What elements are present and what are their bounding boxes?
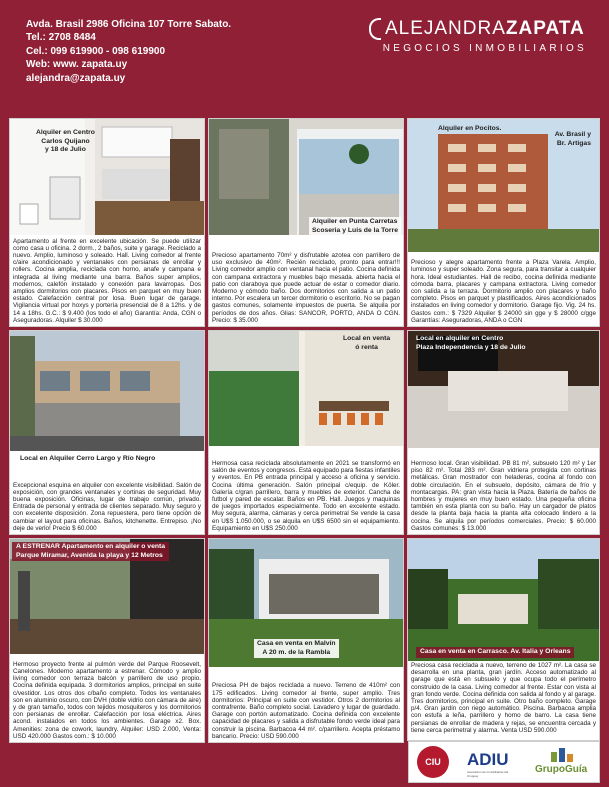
brand-first-name: ALEJANDRA: [384, 18, 506, 39]
listing-photo: [10, 331, 204, 451]
listing-description: Precioso apartamento 70m² y disfrutable azotea con parrillero de uso exclusivo de 40m². Recién reciclado, pronto para entrar!!! Living comedor amplio con ventanal hacia el patio. Cocina definida con campana extractora y muebles bajo mesada. abierta hacia el patio con claraboya que puede actuar de estar o comedor diario. Moderno y cómodo baño. Dos dormitorios con salida a un patio interno. Por escalera un tercer dormitorio o escritorio. No se pagan gastos comunes, solamente impuestos de puerta. Se alquila por períodos de dos años. Glias: SANCOR, PORTO, ANDA O CGN. Precio: $ 35.000: [212, 251, 400, 324]
listing-description: Preciosa PH de bajos reciclada a nuevo. Terreno de 410m² con 175 edificados. Living comedor al frente, super amplio. Tres dormitorios: Principal en suite con vestidor. Otros 2 dormitorios al contrafrente. Baño completo social. Lavadero y lugar de guardado. Garage con portón automatizado. Cocina definida con excelente capacidad de placares y salida a disfrutable fondo verde ideal para construir la piscina. Barbacoa 44 m². c/parrillero. Acepta préstamo bancario. Precio: USD 590.000: [212, 682, 400, 740]
listing-title: Alquiler en Pocitos.: [438, 125, 502, 132]
listing-subtitle: Av. Brasil y Br. Artigas: [554, 131, 591, 147]
listing-photo: [408, 539, 599, 661]
listing-title: Local en venta ó renta: [343, 335, 391, 351]
partner-logos: [408, 741, 600, 783]
listing-description: Preciosa casa reciclada a nuevo, terreno de 1027 m². La casa se desarrolla en una planta, gran jardín. Acceso automatizado al garage que está en subsuelo y que ocupa todo el perímetro construido de la casa. Living comedor al frente. Estar con vista al gran fondo verde. Cocina definida con salida al fondo y al garage. Tres dormitorios, principal en suite. Otro baño completo. Garage p/4. Gran jardín con riego automático. Piscina. Barbacoa amplia con estufa a leña, parrillero y horno de barro. La casa tiene persianas de enrollar de madera y rejas, se encuentra cercada y tiene cerca perimetral y alarma. Venta USD 590.000: [411, 661, 596, 734]
listing-card[interactable]: [407, 118, 600, 327]
listing-title: A ESTRENAR Apartamento en alquiler o venta Parque Miramar, Avenida la playa y 12 Metros: [12, 542, 169, 561]
listing-title: Casa en venta en Carrasco. Av. Italia y Orleans: [416, 647, 574, 658]
listing-title: Local en Alquiler Cerro Largo y Río Negro: [20, 455, 156, 462]
brand-mark-icon: [369, 18, 381, 40]
brand-last-name: ZAPATA: [505, 18, 585, 39]
listing-description: Hermoso local. Gran visibilidad. PB 81 m², subsuelo 120 m² y 1er piso 82 m². Total 283 m². Gran vidriera protegida con cortinas metálicas. Gran mostrador con heladeras, cocina al fondo con doble circulación. En el subsuelo, depósito, cámara de frío y montacargas. PA: gran vista hacia la Plaza. Batería de baños de hombres y mujeres en muy buen estado. Una pequeña oficina también en esta planta con su baño. Hay un cargador de platos desde la planta baja hacia la planta alta colocado lindero a la cocina. Se alquila por períodos comerciales. Precio: $ 60.000 Gastos comunes: $ 13.000: [411, 459, 596, 532]
listing-card[interactable]: [407, 538, 600, 741]
listing-card[interactable]: [208, 118, 404, 327]
listing-title: Alquiler en Centro Carlos Quijano y 18 de Julio: [36, 129, 95, 154]
listing-card[interactable]: [208, 330, 404, 535]
listing-description: Hermoso proyecto frente al pulmón verde del Parque Roosevelt, Canelones. Moderno apartamento a estrenar. Cómodo y amplio living comedor con terraza balcón y parrillero de uso propio. Cocina definida equipada. 3 dormitorios amplios, principal en suite c/vestidor. Los otros dos c/baño completo. Todos los ventanales son en aluminio oscuro, con DVH (doble vidrio con cámara de aire) y de gran tamaño, todos con tejidos mosquiteros y los dormitorios con persianas de enrollar. Calefacción por losa eléctrica. Aires acond. instalados en todos los ambientes. Garage x2. Box. Amenities: zona de cowork, laundry. Alquiler: USD 2.000, Venta: USD 420.000 Gastos com.: $ 10.000: [13, 660, 201, 740]
listing-card[interactable]: [9, 330, 205, 535]
mobile: Cel.: 099 619900 - 098 619900: [26, 45, 165, 57]
listing-description: Excepcional esquina en alquiler con excelente visibilidad. Salón de exposición, con grandes ventanales y cortinas de seguridad. Muy buena exposición. Oficinas, lugar de trabajo común, privado. Entrada de personal y entrada de clientes separado. Muy seguro y con excelente disposición. Zona repuestera, pero tiene opción de cambiar el layout para oficinas. Baños, kitchenette. Entrepiso. ¡No deje de verlo! Precio $ 60.000: [13, 481, 201, 532]
listing-description: Apartamento al frente en excelente ubicación. Se puede utilizar como casa u oficina. 2 dorm., 2 baños, suite y garage. Reciclado a nuevo. Amplio, luminoso y soleado. Hall. Living comedor al frente c/aire acondicionado y ventanales con persianas de enrollar y rollers. Cocina amplia, reciclada con horno, anafe y campana e integrada al living mediante una barra. Baños super amplios, modernos, calefón instalado y conexión para lavarropas. Dos amplios dormitorios con placares. Pisos en parquet en muy buen estado. Calefacción central por losa. Buen lugar de garage. Vigilancia virtual por hoxys y portería presencial de 8 a 12hs. y de 14 a 18hs. G.C.: $ 9.400 (los todo el año) Garantía: Anda, CGN o Aseguradoras. Alquiler $ 30.000: [13, 237, 201, 324]
listing-description: Hermosa casa reciclada absolutamente en 2021 se transformó en salón de eventos y congresos. Está equipado para fiestas infantiles y eventos. En PB entrada principal y acceso a oficina y servicio. Cocina última generación. Salón principal c/equip. de Köler. Galería c/gran parrillero, barra y muebles de exterior. Cancha de futbol y pared de escalar. Baños en PB. Hall. Juegos y maquinas de juegos importados especialmente. Todo en excelente estado. Muy segura, alarma, cámaras y cerca perimetral Se vende la casa en U$S 1.050.000, o se alquila en U$S 6500 sin el equipamiento. Equipamiento en U$S 250.000: [212, 459, 400, 532]
listing-description: Precioso y alegre apartamento frente a Plaza Varela. Amplio, luminoso y super soleado. Zona segura, para transitar a cualquier hora. Ideal estudiantes. Hall de recibo, cocina definida mediante cómoda barra, placares y campana extractora. Living comedor con salida a la terraza. Dormitorio amplio con placares y baño completo. Pisos en parquet y plastificados. Aires acondicionados instalados en living comedor y dormitorio. Garage fijo. Vig. 24 hs. Gastos com.: $ 7329 Alquiler $ 24000 sin gge y $ 28000 c/gge Garantías: Aseguradoras, ANDA o CGN: [411, 259, 596, 324]
listing-card[interactable]: [9, 118, 205, 327]
listing-title: Casa en venta en Malvín A 20 m. de la Rambla: [254, 639, 339, 658]
listing-title: Local en alquiler en Centro Plaza Independencia y 18 de Julio: [416, 335, 526, 351]
grupo-guia-logo: GrupoGuía: [535, 764, 588, 775]
adiu-tagline: Asociación de Inmobiliarias del Uruguay: [467, 770, 509, 778]
brand-tagline: NEGOCIOS INMOBILIARIOS: [382, 43, 587, 54]
listing-card[interactable]: [208, 538, 404, 743]
brand-logo: [383, 18, 587, 54]
adiu-logo: ADIU: [467, 750, 509, 769]
listing-card[interactable]: [9, 538, 205, 743]
grupo-guia-icon: [549, 746, 575, 762]
contact-info: [26, 18, 231, 85]
listing-title: Alquiler en Punta Carretas Scoseria y Luis de la Torre: [309, 217, 401, 236]
address: Avda. Brasil 2986 Oficina 107 Torre Sabato.: [26, 19, 232, 30]
email-link[interactable]: alejandra@zapata.uy: [26, 72, 126, 84]
phone: Tel.: 2708 8484: [26, 32, 96, 44]
listing-card[interactable]: [407, 330, 600, 535]
ciu-logo: CIU: [417, 746, 449, 778]
website-link[interactable]: Web: www. zapata.uy: [26, 59, 128, 71]
